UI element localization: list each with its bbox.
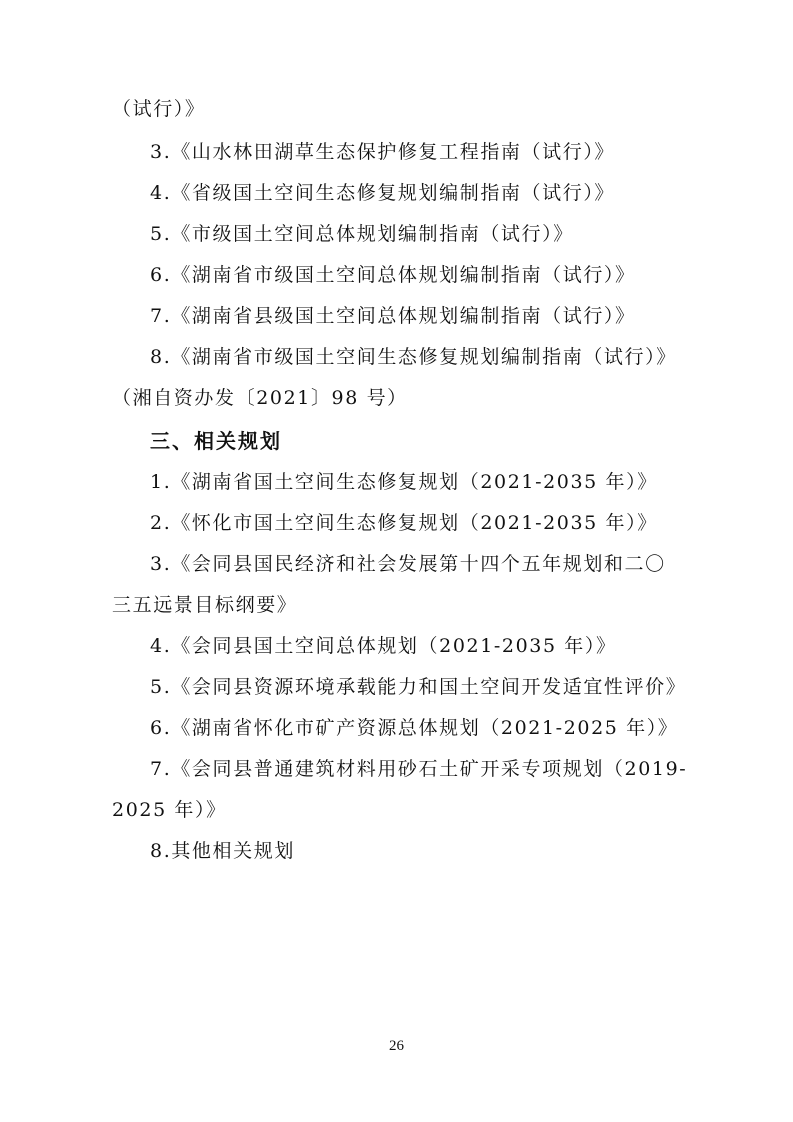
list-item: 1.《湖南省国土空间生态修复规划（2021-2035 年）》 [150,471,658,493]
list-item: 3.《山水林田湖草生态保护修复工程指南（试行）》 [150,141,616,163]
list-item: 8.其他相关规划 [150,840,295,862]
list-item: 7.《会同县普通建筑材料用砂石土矿开采专项规划（2019- [150,758,688,780]
list-item: 4.《会同县国土空间总体规划（2021-2035 年）》 [150,635,617,657]
text-line: 2025 年）》 [112,799,227,821]
list-item: 3.《会同县国民经济和社会发展第十四个五年规划和二〇 [150,553,666,575]
list-item: 2.《怀化市国土空间生态修复规划（2021-2035 年）》 [150,512,658,534]
list-item: 5.《市级国土空间总体规划编制指南（试行）》 [150,223,574,245]
text-line: 三五远景目标纲要》 [112,594,298,616]
section-heading: 三、相关规划 [150,429,282,453]
page-number: 26 [389,1038,404,1054]
list-item: 7.《湖南省县级国土空间总体规划编制指南（试行）》 [150,305,636,327]
list-item: 4.《省级国土空间生态修复规划编制指南（试行）》 [150,182,616,204]
list-item: 5.《会同县资源环境承载能力和国土空间开发适宜性评价》 [150,676,687,698]
list-item: 6.《湖南省市级国土空间总体规划编制指南（试行）》 [150,264,636,286]
list-item: 8.《湖南省市级国土空间生态修复规划编制指南（试行）》 [150,346,677,368]
list-item: 6.《湖南省怀化市矿产资源总体规划（2021-2025 年）》 [150,717,679,739]
text-line: （湘自资办发〔2021〕98 号） [112,387,408,409]
text-line: （试行）》 [112,98,206,120]
